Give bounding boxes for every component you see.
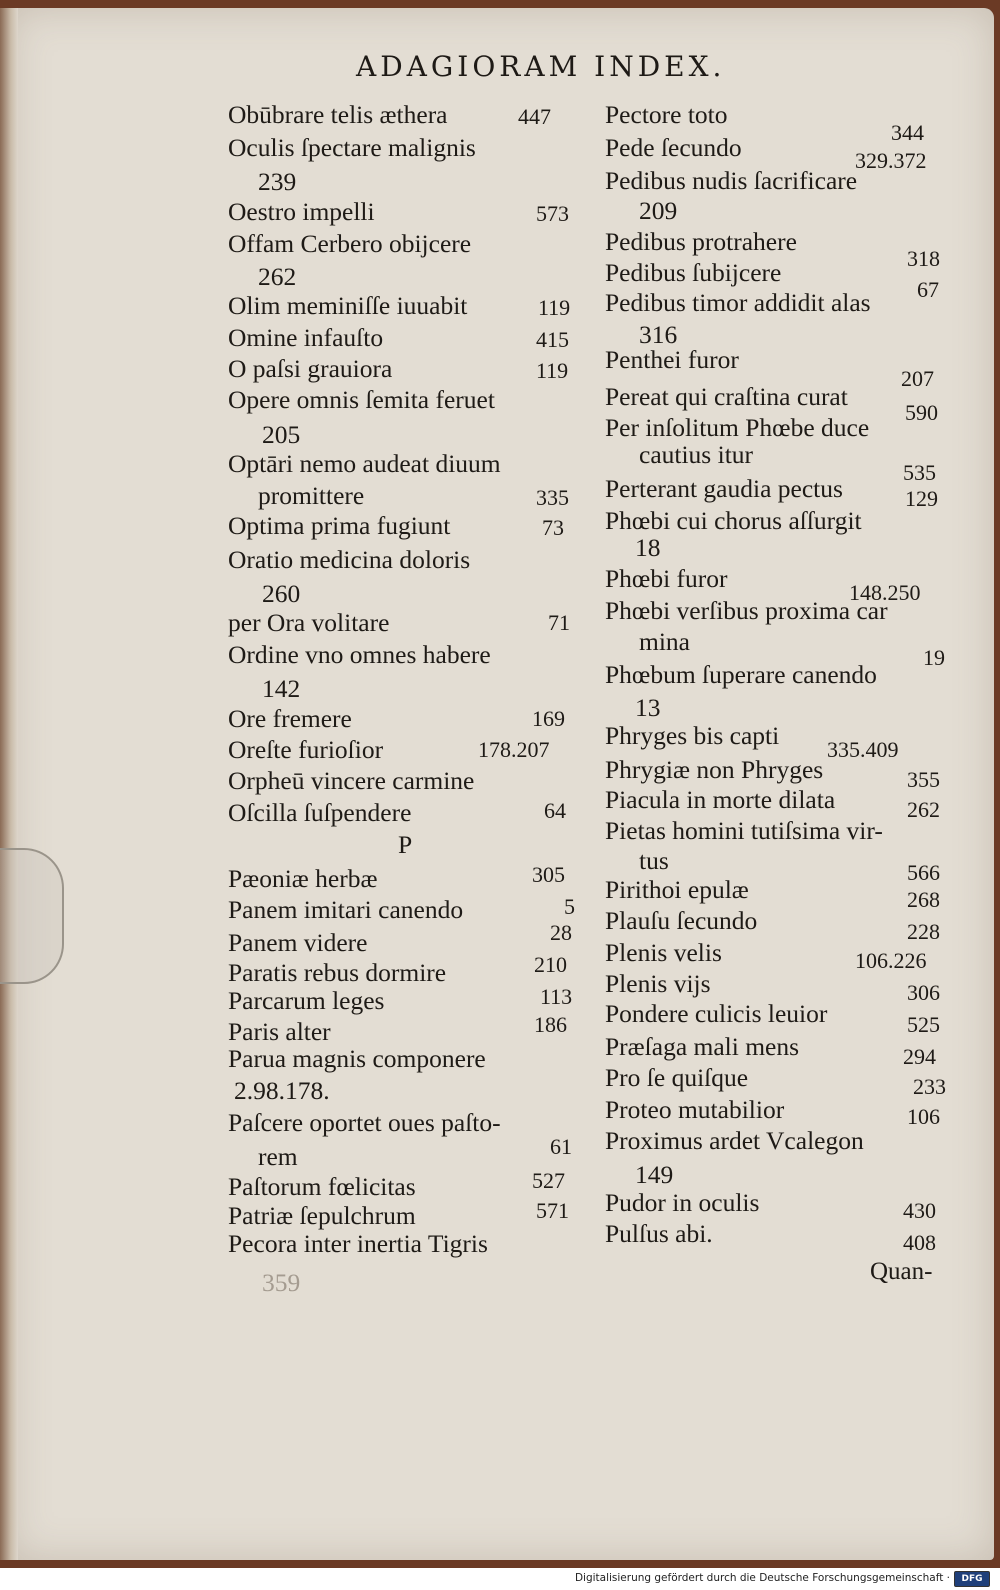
dfg-logo: DFG: [954, 1571, 990, 1587]
page-number: 262: [907, 797, 940, 822]
index-entry: Phœbum ſuperare canendo: [605, 660, 877, 689]
page-number: 64: [544, 798, 566, 823]
index-entry: Penthei furor: [605, 345, 739, 374]
index-entry: Pedibus protrahere: [605, 227, 797, 256]
index-entry: Perterant gaudia pectus: [605, 474, 843, 503]
running-header: ADAGIORAM INDEX.: [356, 50, 726, 83]
page-number: 113: [540, 984, 573, 1009]
index-entry: Orpheū vincere carmine: [228, 766, 475, 795]
index-entry: Phœbi verſibus proxima car: [605, 596, 888, 625]
index-entry: 142: [262, 674, 301, 703]
page-number: 148.250: [849, 580, 921, 605]
index-entry: Paratis rebus dormire: [228, 958, 447, 987]
page-number: 344: [891, 120, 924, 145]
index-entry: Panem imitari canendo: [228, 895, 464, 924]
index-entry: cautius itur: [639, 440, 754, 469]
index-entry: 209: [639, 196, 678, 225]
index-entry: tus: [639, 846, 669, 875]
index-entry: Pondere culicis leuior: [605, 999, 828, 1028]
index-entry: Præſaga mali mens: [605, 1032, 800, 1061]
index-entry: Piacula in morte dilata: [605, 785, 836, 814]
index-entry: per Ora volitare: [228, 608, 390, 637]
index-entry: Proximus ardet Vcalegon: [605, 1126, 864, 1155]
index-entry: Phœbi cui chorus aſſurgit: [605, 506, 862, 535]
page-number: 71: [548, 610, 570, 635]
index-entry: Panem videre: [228, 928, 368, 957]
index-entry: Paſcere oportet oues paſto-: [228, 1108, 501, 1137]
index-entry: Phryges bis capti: [605, 721, 780, 750]
page-number: 294: [903, 1044, 936, 1069]
index-entry: 316: [639, 320, 678, 349]
index-entry: 2.98.178.: [234, 1076, 330, 1105]
index-entry: Pirithoi epulæ: [605, 875, 749, 904]
page-number: 228: [907, 919, 940, 944]
page-number: 67: [917, 277, 939, 302]
index-entry: Parua magnis componere: [228, 1044, 486, 1073]
index-entry: Proteo mutabilior: [605, 1095, 785, 1124]
index-entry: 205: [262, 420, 301, 449]
page-number: 590: [905, 400, 938, 425]
page-edge: [0, 8, 18, 1560]
page-number: 28: [550, 920, 572, 945]
page-number: 233: [913, 1074, 946, 1099]
page-number: 268: [907, 887, 940, 912]
index-entry: Oſcilla ſuſpendere: [228, 798, 412, 827]
page-number: 415: [536, 327, 569, 352]
page-number: 447: [518, 104, 551, 129]
page-number: 566: [907, 860, 940, 885]
page-number: 19: [923, 645, 945, 670]
page-number: 355: [907, 767, 940, 792]
index-entry: Oestro impelli: [228, 197, 375, 226]
book-page: [10, 8, 994, 1560]
index-entry: Offam Cerbero obijcere: [228, 229, 472, 258]
page-number: 305: [532, 862, 565, 887]
page-number: 129: [905, 486, 938, 511]
index-entry: Ore fremere: [228, 704, 352, 733]
index-entry: Pedibus nudis ſacrificare: [605, 166, 858, 195]
index-entry: Oreſte furioſior: [228, 735, 384, 764]
page-number: 318: [907, 246, 940, 271]
index-entry: Pecora inter inertia Tigris: [228, 1229, 488, 1258]
index-entry: Pede ſecundo: [605, 133, 742, 162]
page-number: 186: [534, 1012, 567, 1037]
page-number: 119: [536, 358, 569, 383]
index-entry: Optima prima fugiunt: [228, 511, 451, 540]
page-number: 306: [907, 980, 940, 1005]
index-entry: mina: [639, 627, 690, 656]
index-entry: Ordine vno omnes habere: [228, 640, 491, 669]
page-number: 207: [901, 366, 934, 391]
index-entry: Pietas homini tutiſsima vir-: [605, 816, 883, 845]
index-entry: 262: [258, 262, 297, 291]
page-number: 571: [536, 1198, 569, 1223]
page-number: 73: [542, 515, 564, 540]
index-entry: Omine infauſto: [228, 323, 384, 352]
index-entry: promittere: [258, 481, 365, 510]
index-entry: O paſsi grauiora: [228, 354, 393, 383]
index-entry: Phrygiæ non Phryges: [605, 755, 824, 784]
index-entry: Pro ſe quiſque: [605, 1063, 749, 1092]
page-number: 535: [903, 460, 936, 485]
funding-credit: Digitalisierung gefördert durch die Deutsche Forschungsgemeinschaft ·: [574, 1572, 950, 1584]
index-entry: Patriæ ſepulchrum: [228, 1201, 416, 1230]
page-number: 335: [536, 485, 569, 510]
index-entry: Olim meminiſſe iuuabit: [228, 291, 468, 320]
page-number: 525: [907, 1012, 940, 1037]
index-entry: Pudor in oculis: [605, 1188, 760, 1217]
index-entry: Plenis vijs: [605, 969, 711, 998]
page-number: 119: [538, 295, 571, 320]
index-entry: rem: [258, 1142, 298, 1171]
index-entry: Oratio medicina doloris: [228, 545, 471, 574]
index-entry: Pedibus timor addidit alas: [605, 288, 871, 317]
index-entry: Plenis velis: [605, 938, 722, 967]
catchword: Quan-: [870, 1258, 933, 1285]
index-entry: Pæoniæ herbæ: [228, 864, 378, 893]
page-number: 5: [564, 894, 575, 919]
index-entry: 149: [635, 1160, 674, 1189]
index-entry: 13: [635, 693, 661, 722]
page-clip: [0, 848, 64, 984]
index-entry: Per inſolitum Phœbe duce: [605, 413, 870, 442]
page-number: 430: [903, 1198, 936, 1223]
index-entry: Paris alter: [228, 1017, 331, 1046]
page-number: 178.207: [478, 737, 550, 762]
index-entry: Optāri nemo audeat diuum: [228, 449, 501, 478]
index-entry: Pectore toto: [605, 100, 728, 129]
index-entry: Pereat qui craſtina curat: [605, 382, 848, 411]
page-number: 106: [907, 1104, 940, 1129]
page-number: 210: [534, 952, 567, 977]
page-number: 527: [532, 1168, 565, 1193]
index-entry: Paſtorum fœlicitas: [228, 1172, 416, 1201]
page-number: 106.226: [855, 948, 927, 973]
index-entry: Obūbrare telis æthera: [228, 100, 448, 129]
index-entry: Phœbi furor: [605, 564, 728, 593]
index-entry: Pulſus abi.: [605, 1219, 713, 1248]
index-entry: Parcarum leges: [228, 986, 385, 1015]
index-entry: Plauſu ſecundo: [605, 906, 758, 935]
index-entry: 359: [262, 1268, 301, 1297]
index-entry: 260: [262, 579, 301, 608]
page-number: 169: [532, 706, 565, 731]
index-entry: Pedibus ſubijcere: [605, 258, 782, 287]
index-entry: 18: [635, 533, 661, 562]
page-number: 61: [550, 1134, 572, 1159]
index-entry: Oculis ſpectare malignis: [228, 133, 476, 162]
page-number: 335.409: [827, 737, 899, 762]
section-letter: P: [398, 830, 413, 859]
index-entry: 239: [258, 167, 297, 196]
page-number: 573: [536, 201, 569, 226]
page-number: 329.372: [855, 148, 927, 173]
page-number: 408: [903, 1230, 936, 1255]
index-entry: Opere omnis ſemita feruet: [228, 385, 495, 414]
